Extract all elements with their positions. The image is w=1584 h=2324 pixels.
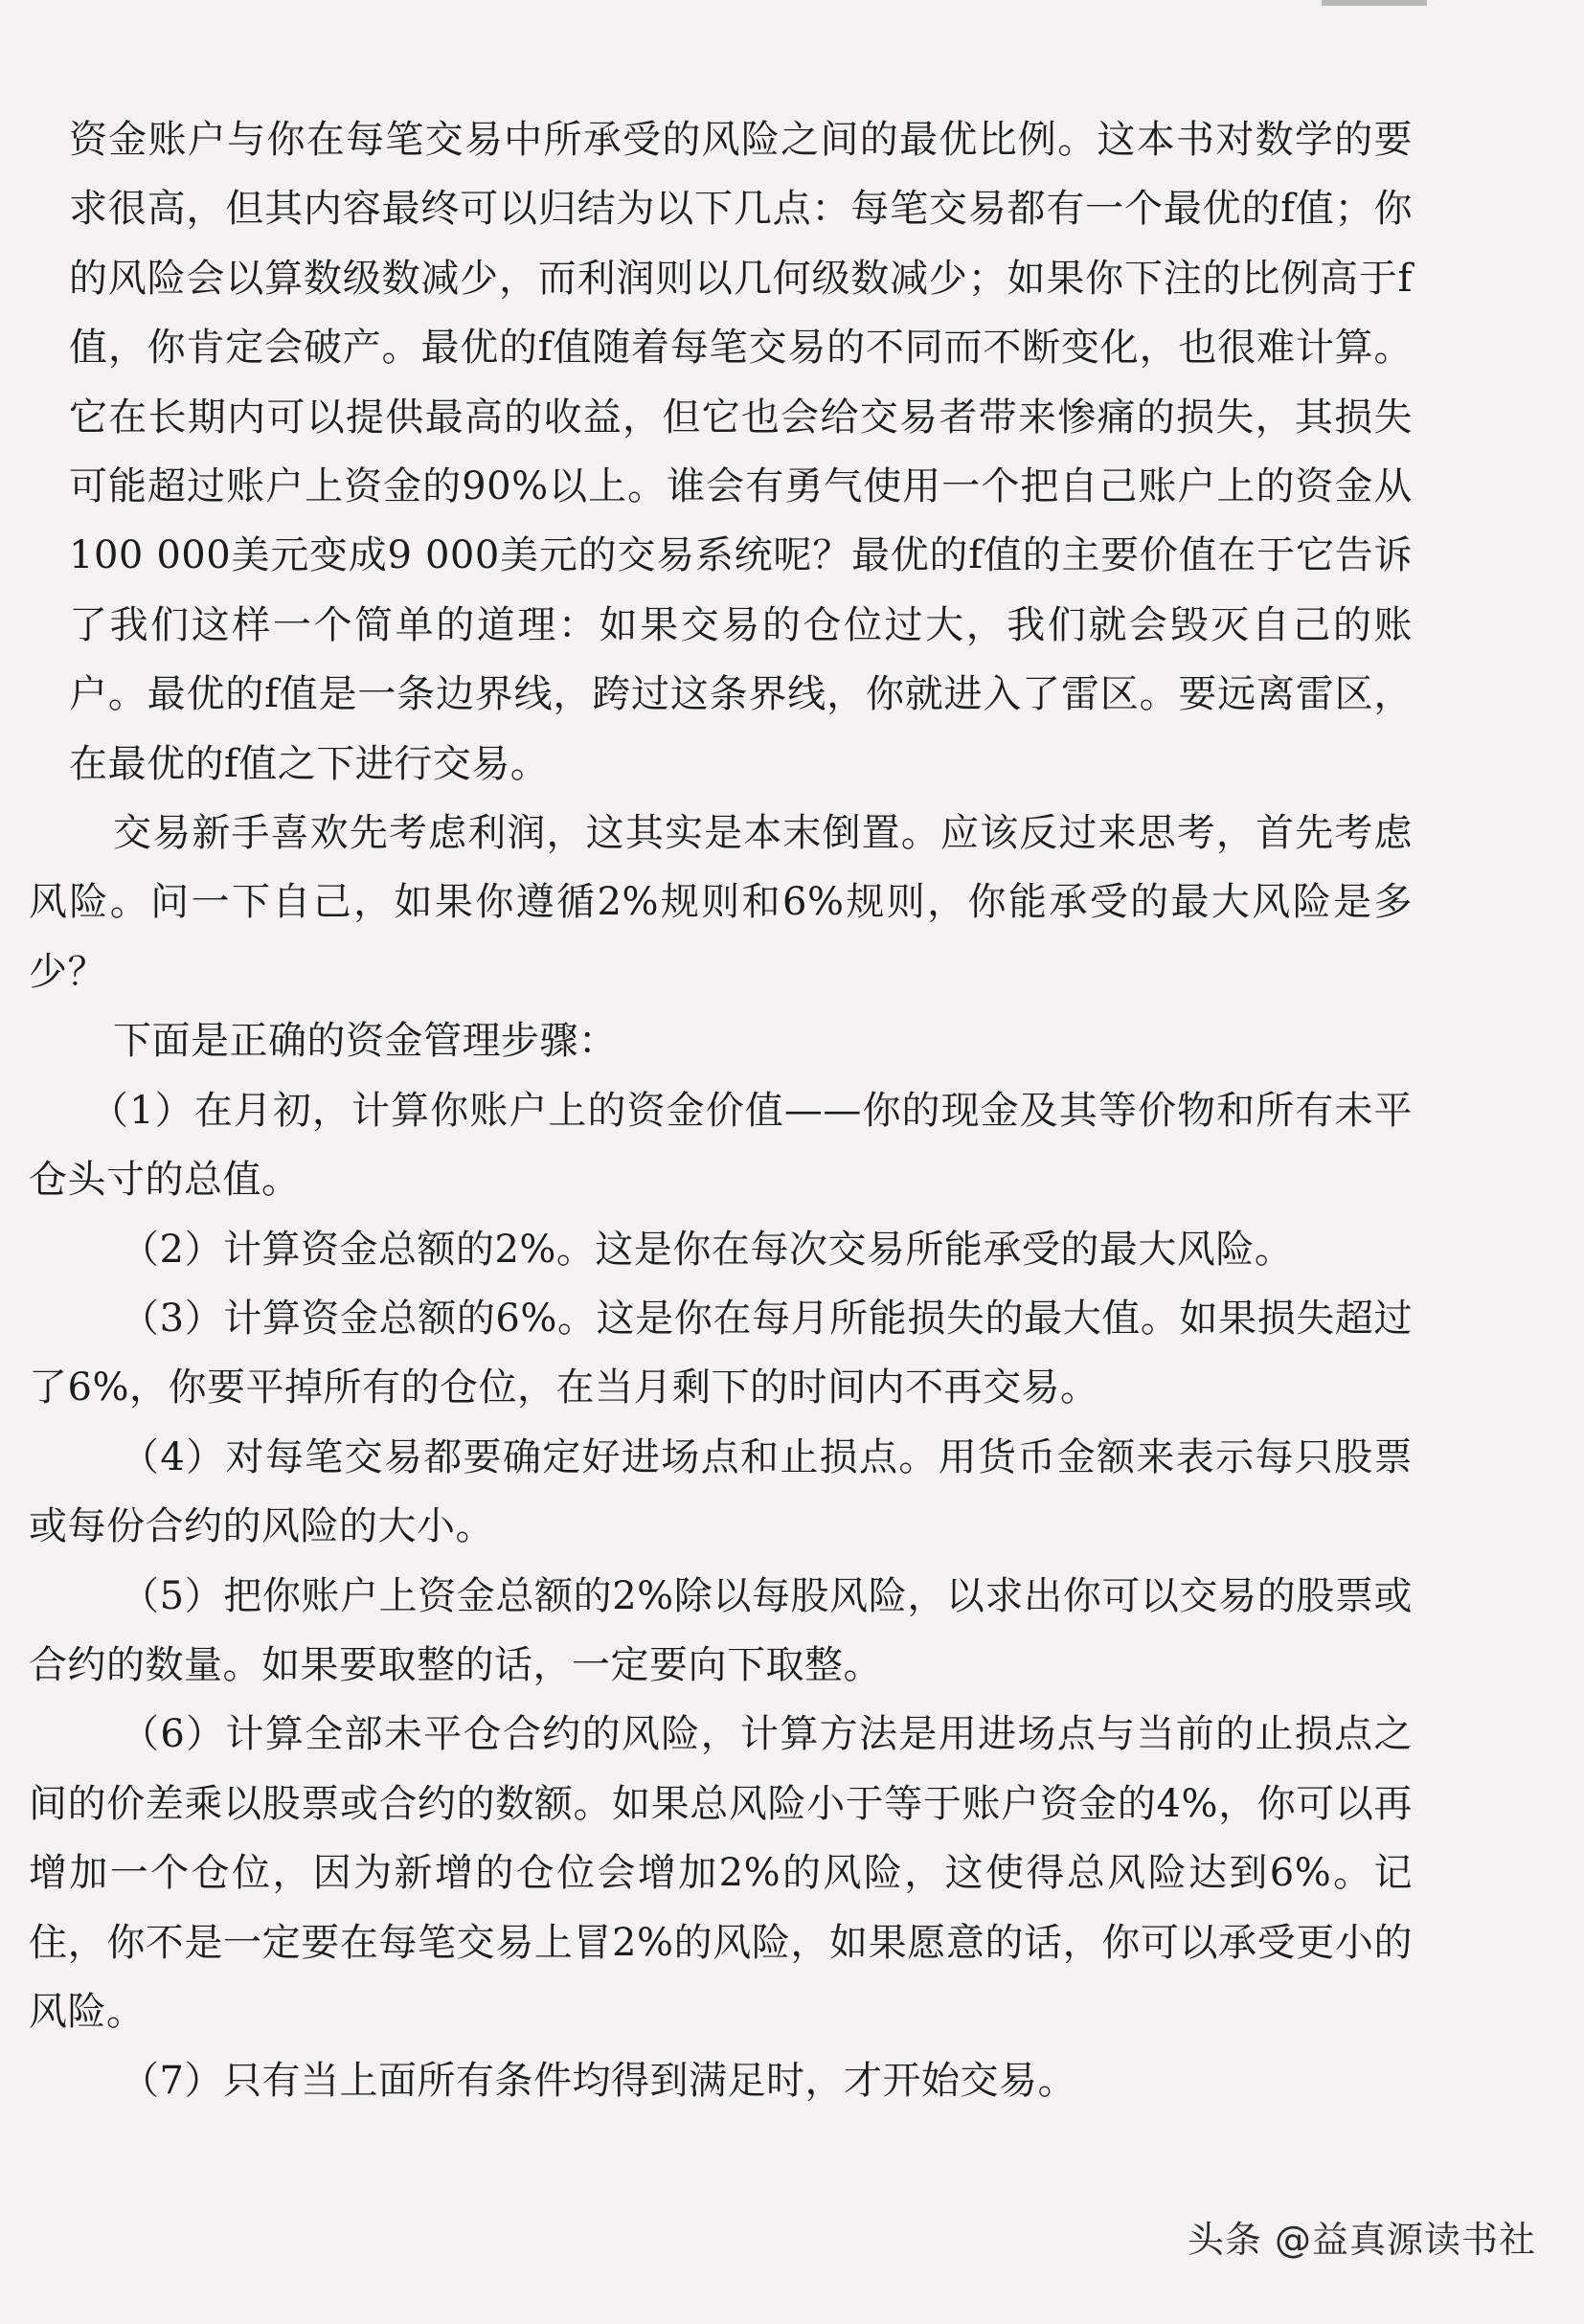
step-5: （5）把你账户上资金总额的2%除以每股风险，以求出你可以交易的股票或合约的数量。如果要取整的话，一定要向下取整。 <box>29 1573 1413 1687</box>
step-6: （6）计算全部未平仓合约的风险，计算方法是用进场点与当前的止损点之间的价差乘以股票或合约的数额。如果总风险小于等于账户资金的4%，你可以再增加一个仓位，因为新增的仓位会增加2%的风险，这使得总风险达到6%。记住，你不是一定要在每笔交易上冒2%的风险，如果愿意的话，你可以承受更小的风险。 <box>29 1712 1413 2034</box>
step-7: （7）只有当上面所有条件均得到满足时，才开始交易。 <box>121 2059 1076 2104</box>
step-3: （3）计算资金总额的6%。这是你在每月所能损失的最大值。如果损失超过了6%，你要平掉所有的仓位，在当月剩下的时间内不再交易。 <box>29 1296 1413 1410</box>
step-4: （4）对每笔交易都要确定好进场点和止损点。用货币金额来表示每只股票或每份合约的风险的大小。 <box>29 1434 1413 1549</box>
page-top-edge <box>1322 0 1427 6</box>
paragraph-steps-intro: 下面是正确的资金管理步骤： <box>113 1019 618 1064</box>
page-body <box>29 105 1413 2116</box>
paragraph-risk-first: 交易新手喜欢先考虑利润，这其实是本末倒置。应该反过来思考，首先考虑风险。问一下自己，如果你遵循2%规则和6%规则，你能承受的最大风险是多少？ <box>29 811 1413 994</box>
watermark: 头条 @益真源读书社 <box>1187 2219 1536 2261</box>
paragraph-optimal-f: 资金账户与你在每笔交易中所承受的风险之间的最优比例。这本书对数学的要求很高，但其内容最终可以归结为以下几点：每笔交易都有一个最优的f值；你的风险会以算数级数减少，而利润则以几何级数减少；如果你下注的比例高于f值，你肯定会破产。最优的f值随着每笔交易的不同而不断变化，也很难计算。它在长期内可以提供最高的收益，但它也会给交易者带来惨痛的损失，其损失可能超过账户上资金的90%以上。谁会有勇气使用一个把自己账户上的资金从100 000美元变成9 000美元的交易系统呢？最优的f值的主要价值在于它告诉了我们这样一个简单的道理：如果交易的仓位过大，我们就会毁灭自己的账户。最优的f值是一条边界线，跨过这条界线，你就进入了雷区。要远离雷区，在最优的f值之下进行交易。 <box>69 118 1413 786</box>
step-1: （1）在月初，计算你账户上的资金价值——你的现金及其等价物和所有未平仓头寸的总值。 <box>29 1088 1413 1203</box>
step-2: （2）计算资金总额的2%。这是你在每次交易所能承受的最大风险。 <box>121 1227 1294 1272</box>
